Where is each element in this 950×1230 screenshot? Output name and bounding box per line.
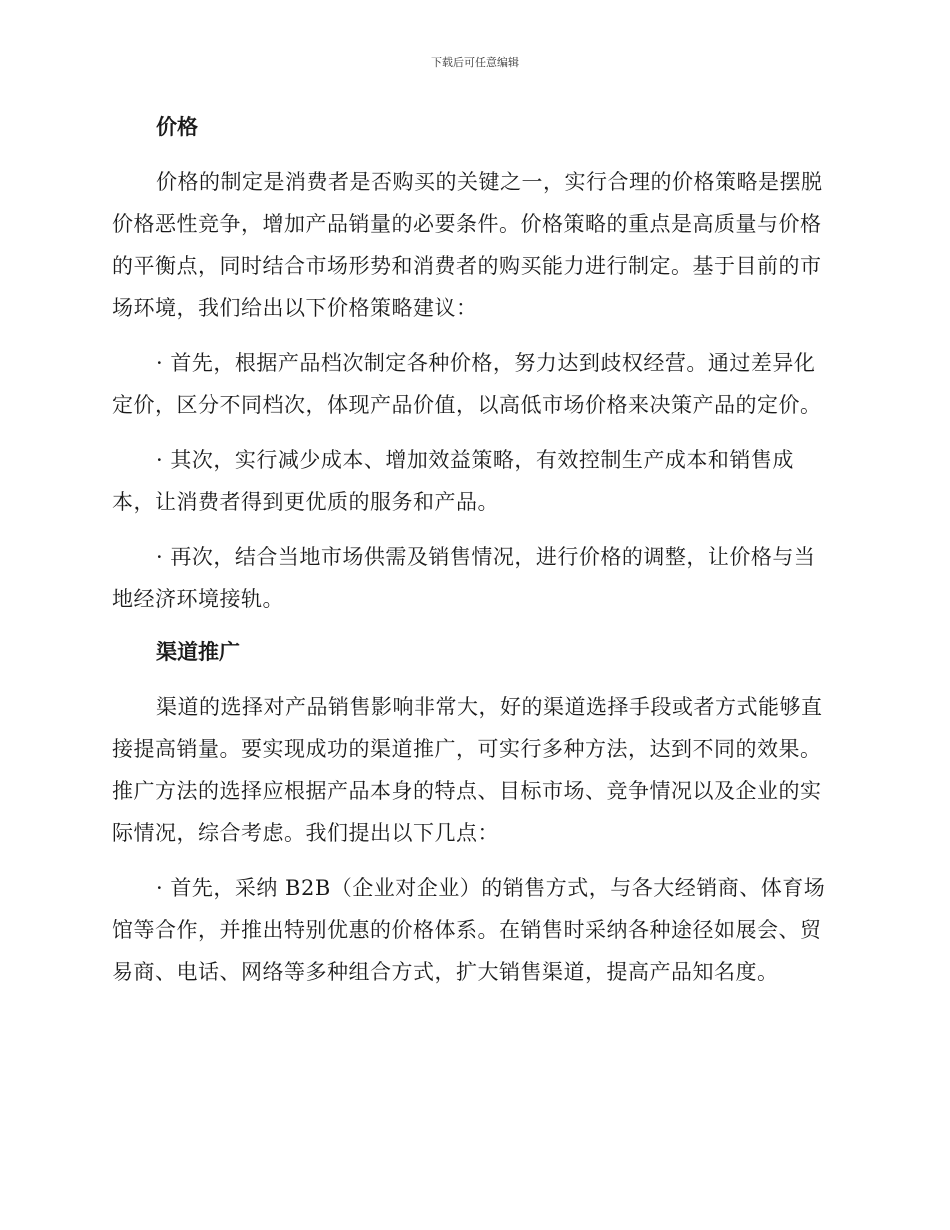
paragraph-price-point-2: · 其次，实行减少成本、增加效益策略，有效控制生产成本和销售成本，让消费者得到更优质的服务和产品。 (112, 448, 794, 514)
section-heading-channel: 渠道推广 (156, 640, 240, 664)
paragraph-price-point-3: · 再次，结合当地市场供需及销售情况，进行价格的调整，让价格与当地经济环境接轨。 (112, 545, 816, 611)
paragraph-price-intro: 价格的制定是消费者是否购买的关键之一，实行合理的价格策略是摆脱价格恶性竞争，增加产品销量的必要条件。价格策略的重点是高质量与价格的平衡点，同时结合市场形势和消费者的购买能力进行制定。基于目前的市场环境，我们给出以下价格策略建议： (112, 170, 823, 320)
document-body (112, 108, 834, 993)
paragraph-price-point-1: · 首先，根据产品档次制定各种价格，努力达到歧权经营。通过差异化定价，区分不同档次，体现产品价值，以高低市场价格来决策产品的定价。 (112, 351, 822, 417)
paragraph-channel-point-1: · 首先，采纳 B2B（企业对企业）的销售方式，与各大经销商、体育场馆等合作，并推出特别优惠的价格体系。在销售时采纳各种途径如展会、贸易商、电话、网络等多种组合方式，扩大销售渠道，提高产品知名度。 (112, 876, 826, 984)
paragraph-channel-intro: 渠道的选择对产品销售影响非常大，好的渠道选择手段或者方式能够直接提高销量。要实现成功的渠道推广，可实行多种方法，达到不同的效果。推广方法的选择应根据产品本身的特点、目标市场、竞争情况以及企业的实际情况，综合考虑。我们提出以下几点： (112, 695, 823, 845)
page-header: 下载后可任意编辑 (431, 56, 519, 69)
section-heading-price: 价格 (156, 115, 198, 139)
